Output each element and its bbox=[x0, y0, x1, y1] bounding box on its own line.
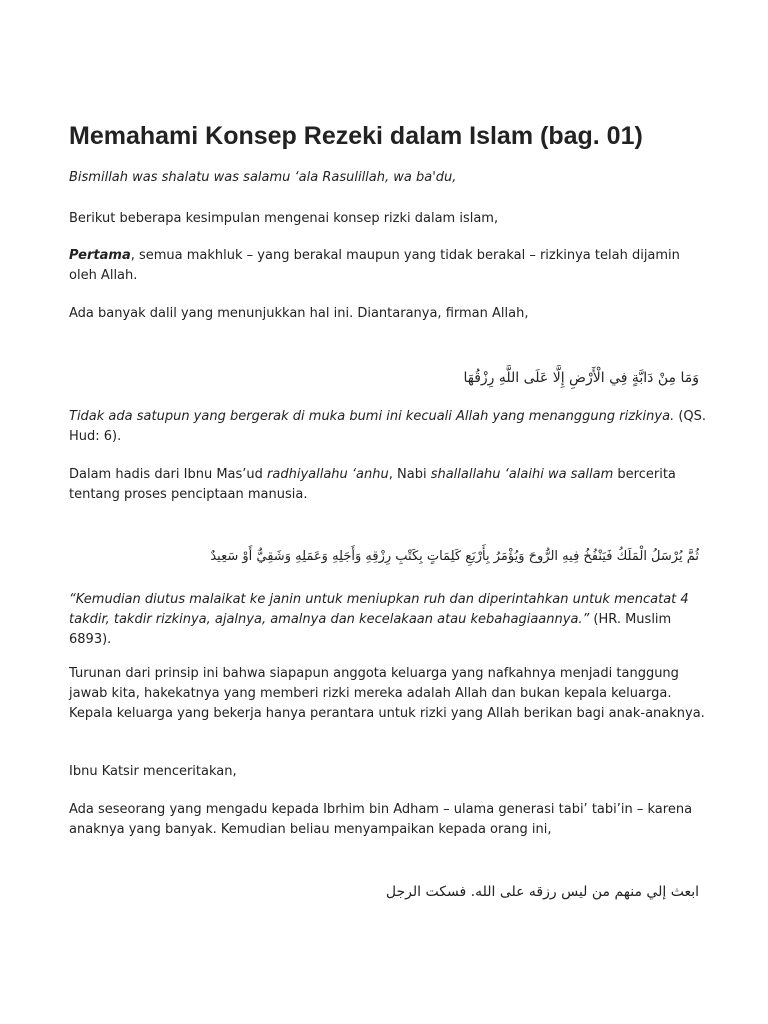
verse-translation: Tidak ada satupun yang bergerak di muka bumi ini kecuali Allah yang menanggung rizkinya. bbox=[69, 409, 675, 424]
first-point-text: , semua makhluk – yang berakal maupun yang tidak berakal – rizkinya telah dijamin oleh Allah. bbox=[69, 248, 680, 283]
hadith-translation: “Kemudian diutus malaikat ke janin untuk meniupkan ruh dan diperintahkan untuk mencatat 4 takdir, takdir rizkinya, ajalnya, amalnya dan kecelakaan atau kebahagiaannya.” bbox=[69, 592, 689, 627]
first-point-paragraph bbox=[69, 246, 709, 286]
page-title: Memahami Konsep Rezeki dalam Islam (bag. 01) bbox=[69, 122, 643, 150]
opening-paragraph bbox=[69, 168, 709, 188]
hadith-reference: (HR. Muslim 6893). bbox=[69, 612, 672, 647]
intro-paragraph: Berikut beberapa kesimpulan mengenai konsep rizki dalam islam, bbox=[69, 211, 499, 226]
hadith-intro-paragraph bbox=[69, 465, 709, 505]
story-paragraph: Ada seseorang yang mengadu kepada Ibrhim bin Adham – ulama generasi tabi’ tabi’in – karena anaknya yang banyak. Kemudian beliau menyampaikan kepada orang ini, bbox=[69, 802, 693, 837]
arabic-hadith: ثُمَّ يُرْسَلُ الْمَلَكُ فَيَنْفُخُ فِيهِ الرُّوحَ وَيُؤْمَرُ بِأَرْبَعِ كَلِمَاتٍ بِكَتْبِ رِزْقِهِ وَأَجَلِهِ وَعَمَلِهِ وَشَقِيٌّ أَوْ سَعِيدٌ bbox=[210, 549, 699, 564]
ibnu-katsir-paragraph: Ibnu Katsir menceritakan, bbox=[69, 764, 237, 779]
arabic-verse-hud: وَمَا مِنْ دَابَّةٍ فِي الْأَرْضِ إِلَّا عَلَى اللَّهِ رِزْقُهَا bbox=[463, 370, 699, 386]
principle-paragraph: Turunan dari prinsip ini bahwa siapapun anggota keluarga yang nafkahnya menjadi tanggung jawab kita, hakekatnya yang memberi rizki mereka adalah Allah dan bukan kepala keluarga. Kepala keluarga yang bekerja hanya perantara untuk rizki yang Allah berikan bagi anak-anaknya. bbox=[69, 666, 705, 721]
hadith-honorific-nabi: shallallahu ‘alaihi wa sallam bbox=[430, 467, 614, 482]
hadith-intro-text-e: bercerita tentang proses penciptaan manusia. bbox=[69, 467, 676, 502]
hadith-translation-paragraph bbox=[69, 590, 709, 650]
verse-translation-paragraph bbox=[69, 407, 709, 447]
hadith-intro-text-a: Dalam hadis dari Ibnu Mas’ud bbox=[69, 467, 268, 482]
opening-text: Bismillah was shalatu was salamu ‘ala Rasulillah, wa ba'du, bbox=[69, 170, 457, 185]
verse-reference: (QS. Hud: 6). bbox=[69, 409, 707, 444]
dalil-intro-paragraph: Ada banyak dalil yang menunjukkan hal ini. Diantaranya, firman Allah, bbox=[69, 306, 529, 321]
arabic-ibrahim-quote: ابعث إلي منهم من ليس رزقه على الله. فسكت الرجل bbox=[385, 884, 699, 900]
first-point-label: Pertama bbox=[69, 248, 131, 263]
hadith-intro-text-c: , Nabi bbox=[388, 467, 431, 482]
hadith-honorific-sahabi: radhiyallahu ‘anhu bbox=[267, 467, 389, 482]
